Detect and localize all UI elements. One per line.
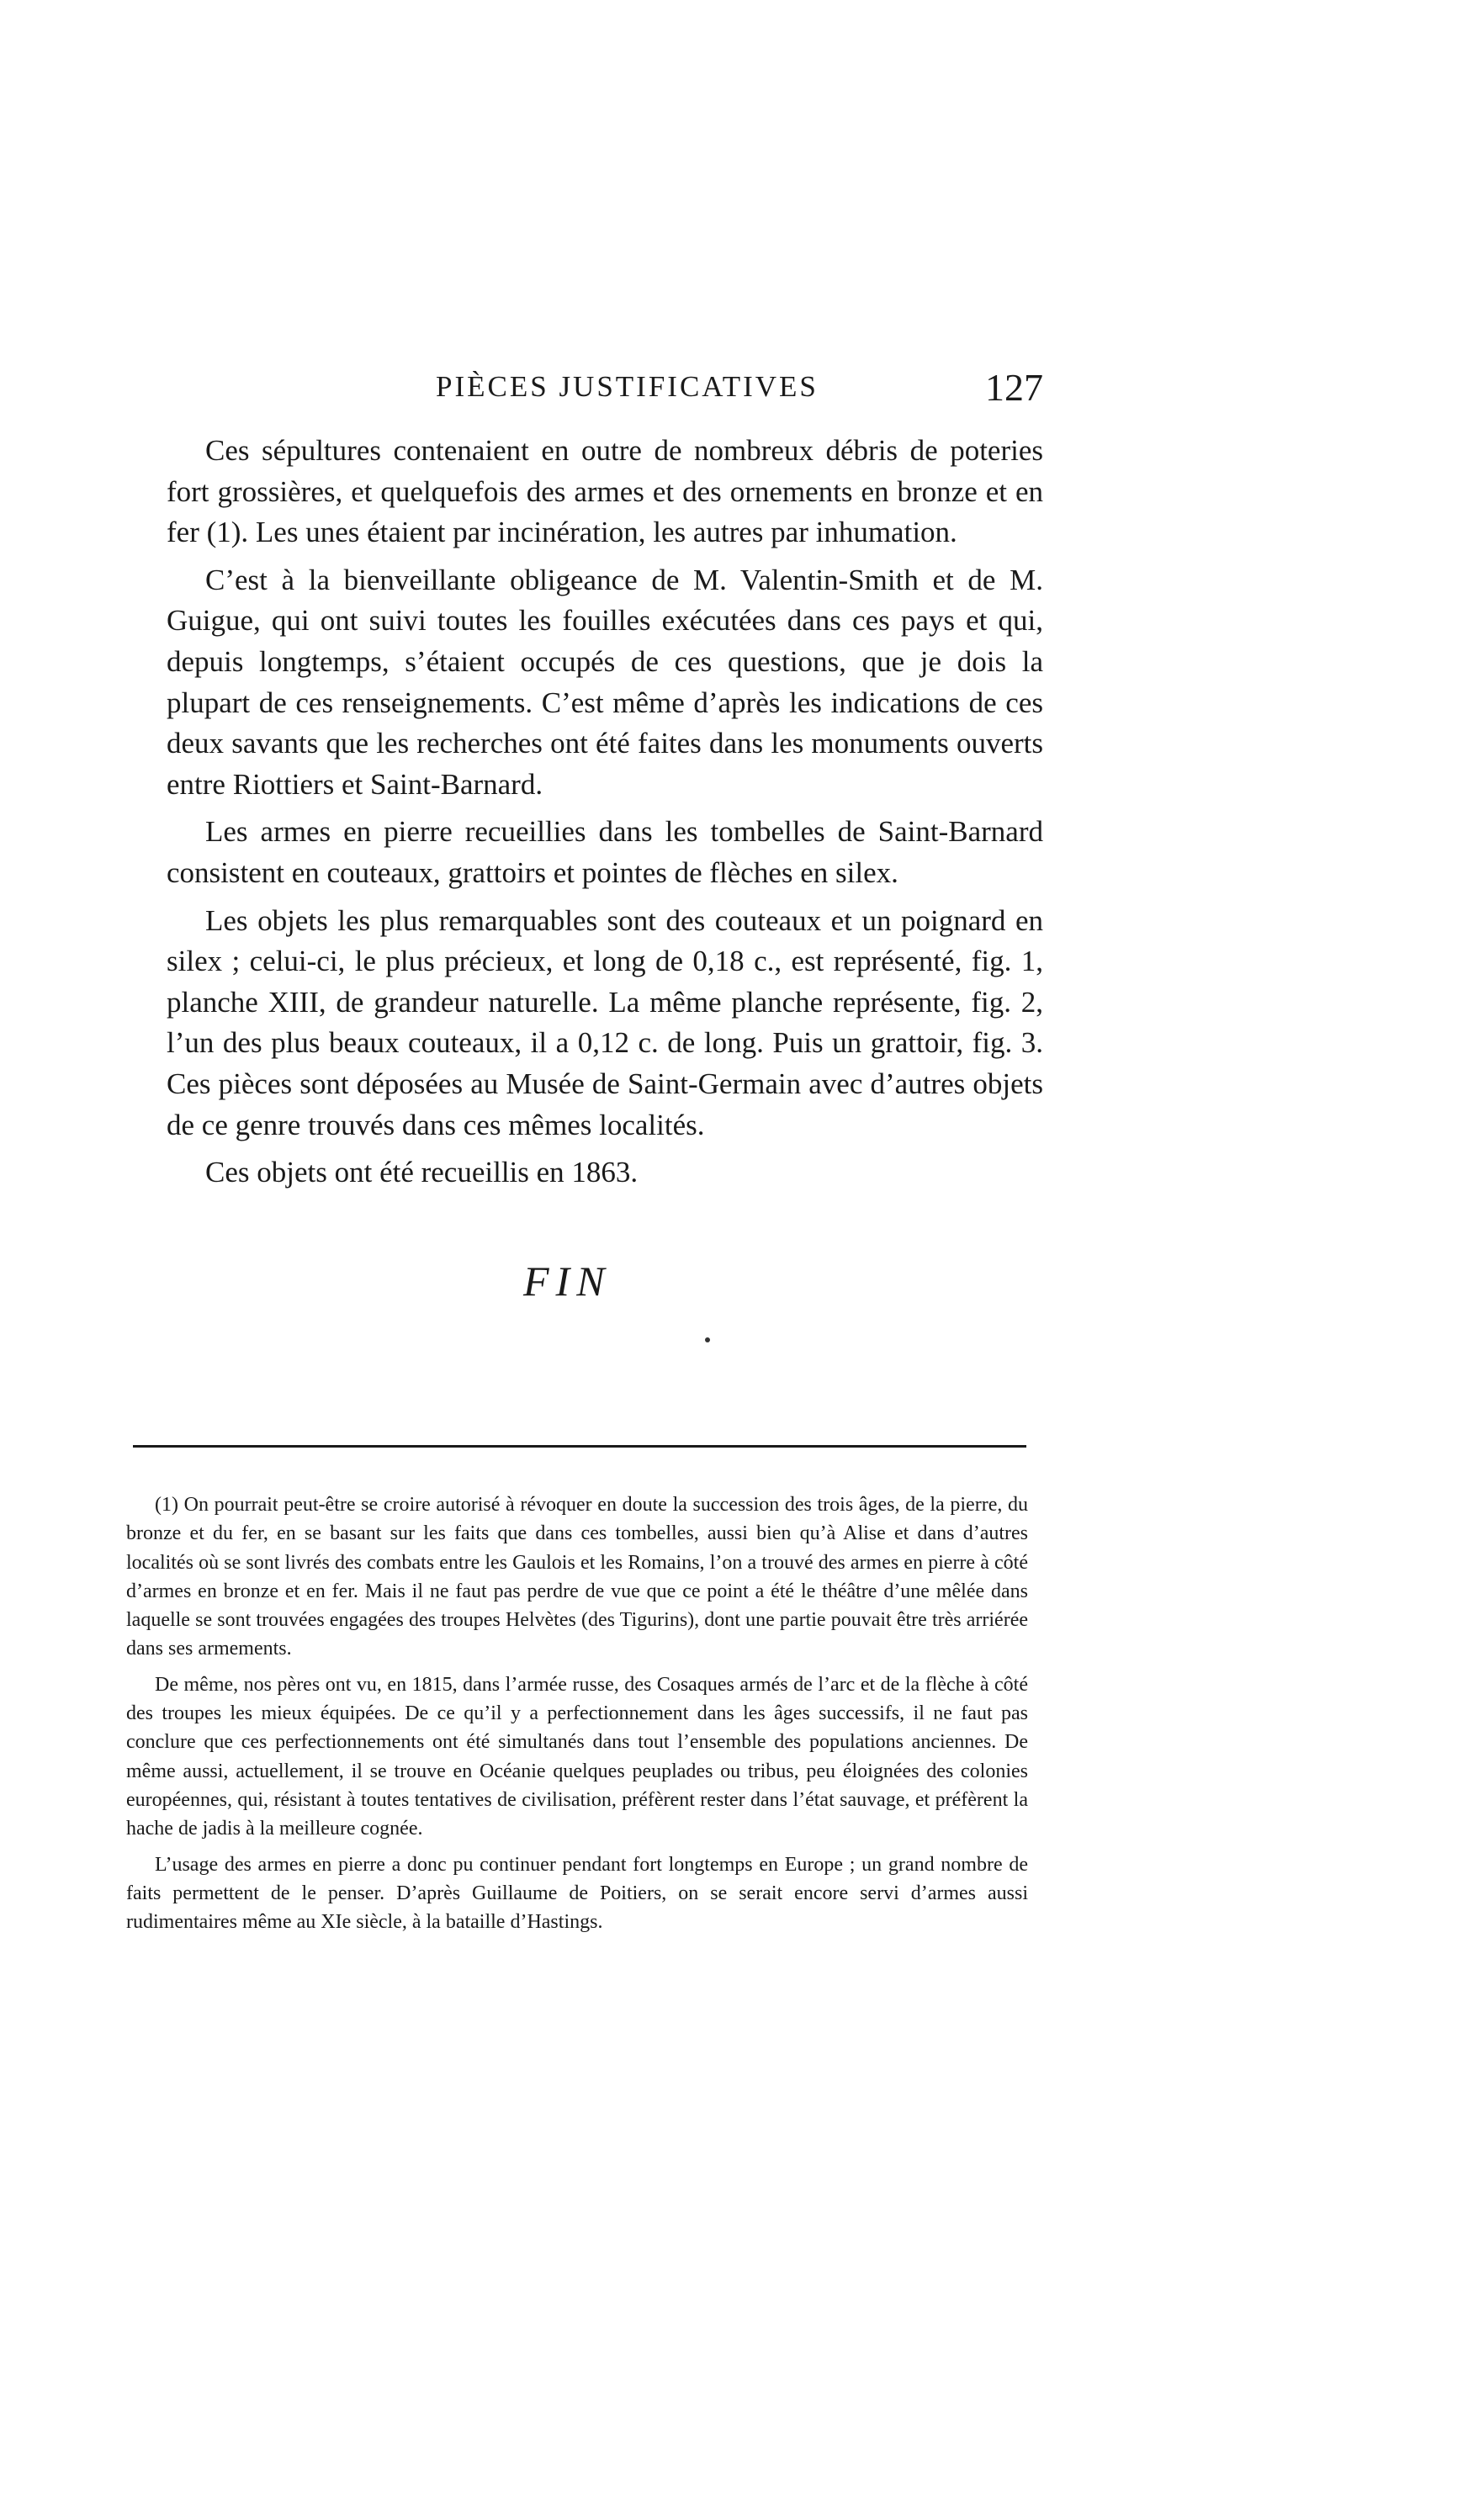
running-title: PIÈCES JUSTIFICATIVES xyxy=(436,370,819,403)
end-mark: FIN xyxy=(523,1257,612,1305)
footnote-paragraph: De même, nos pères ont vu, en 1815, dans l’armée russe, des Cosaques armés de l’arc et de la flèche à côté des troupes les mieux équipées. De ce qu’il y a perfectionnement dans les âges successifs, il ne faut pas conclure que ces perfectionnements ont été simultanés dans tout l’ensemble des populations anciennes. De même aussi, actuellement, il se trouve en Océanie quelques peuplades ou tribus, peu éloignées des colonies européennes, qui, résistant à toutes tentatives de civilisation, préfèrent rester dans l’état sauvage, et préfèrent la hache de jadis à la meilleure cognée. xyxy=(126,1673,1028,1840)
footnotes xyxy=(126,1490,1028,1943)
footnote-separator xyxy=(133,1445,1026,1448)
body-paragraph: Les objets les plus remarquables sont des couteaux et un poignard en silex ; celui-ci, le plus précieux, et long de 0,18 c., est représenté, fig. 1, planche XIII, de grandeur naturelle. La même planche représente, fig. 2, l’un des plus beaux couteaux, il a 0,12 c. de long. Puis un grattoir, fig. 3. Ces pièces sont déposées au Musée de Saint-Germain avec d’autres objets de ce genre trouvés dans ces mêmes localités. xyxy=(167,903,1043,1141)
body-paragraph: C’est à la bienveillante obligeance de M. Valentin-Smith et de M. Guigue, qui ont suivi toutes les fouilles exécutées dans ces pays et qui, depuis longtemps, s’étaient occupés de ces questions, que je dois la plupart de ces renseignements. C’est même d’après les indications de ces deux savants que les recherches ont été faites dans les monuments ouverts entre Riottiers et Saint-Barnard. xyxy=(167,563,1043,801)
body-paragraph: Ces objets ont été recueillis en 1863. xyxy=(205,1156,639,1189)
footnote-paragraph: L’usage des armes en pierre a donc pu continuer pendant fort longtemps en Europe ; un grand nombre de faits permettent de le penser. D’après Guillaume de Poitiers, on se serait encore servi d’armes aussi rudimentaires même au XIe siècle, à la bataille d’Hastings. xyxy=(126,1853,1028,1934)
body-paragraph: Les armes en pierre recueillies dans les tombelles de Saint-Barnard consistent en couteaux, grattoirs et pointes de flèches en silex. xyxy=(167,815,1043,889)
body-paragraph: Ces sépultures contenaient en outre de nombreux débris de poteries fort grossières, et quelquefois des armes et des ornements en bronze et en fer (1). Les unes étaient par incinération, les autres par inhumation. xyxy=(167,434,1043,549)
footnote-paragraph: (1) On pourrait peut-être se croire autorisé à révoquer en doute la succession des trois âges, de la pierre, du bronze et du fer, en se basant sur les faits que dans ces tombelles, aussi bien qu’à Alise et dans d’autres localités où se sont livrés des combats entre les Gaulois et les Romains, l’on a trouvé des armes en pierre à côté d’armes en bronze et en fer. Mais il ne faut pas perdre de vue que ce point a été le théâtre d’une mêlée dans laquelle se sont trouvées engagées des troupes Helvètes (des Tigurins), dont une partie pouvait être très arriérée dans ses armements. xyxy=(126,1494,1028,1660)
page-number: 127 xyxy=(985,366,1043,409)
running-header xyxy=(167,366,1043,421)
main-text xyxy=(167,431,1043,1200)
ink-dot xyxy=(705,1337,710,1342)
